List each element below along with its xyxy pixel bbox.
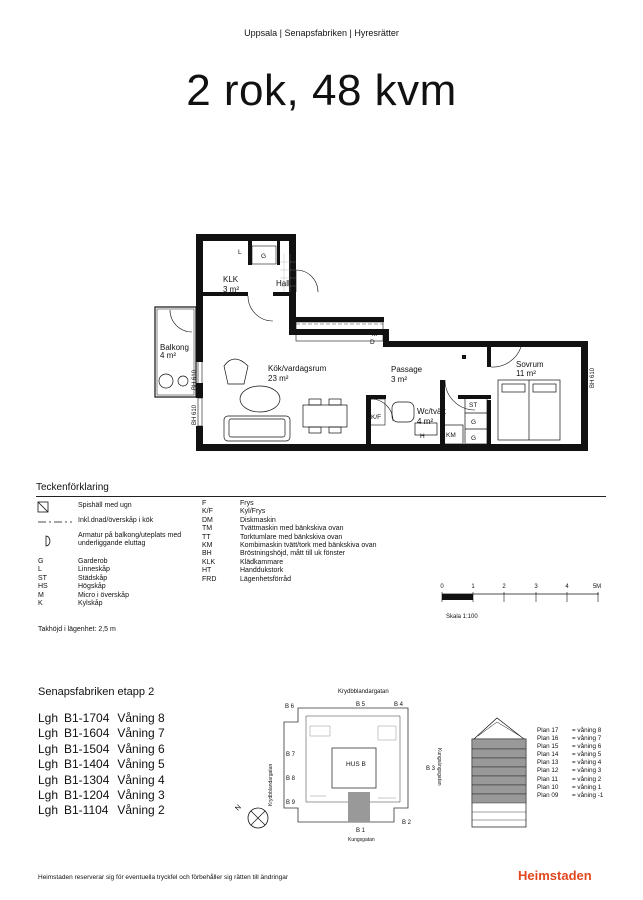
legend-symbol-texts: Spishäll med ugn Inkl.dnad/överskåp i kök Armatur på balkong/uteplats med underliggande eluttag (78, 502, 182, 548)
svg-text:B 3: B 3 (426, 766, 436, 772)
svg-text:2: 2 (502, 584, 506, 590)
apartment-row: Lgh B1-1104 Våning 2 (38, 803, 165, 818)
svg-text:M: M (372, 331, 378, 338)
svg-text:B 4: B 4 (394, 702, 404, 708)
apartment-row: Lgh B1-1604 Våning 7 (38, 726, 165, 741)
room-wc-name: Wc/tvätt (417, 407, 446, 416)
furniture (159, 359, 560, 444)
svg-text:B 6: B 6 (285, 704, 295, 710)
room-sovrum-area: 11 m² (516, 369, 536, 378)
building-section (460, 712, 536, 832)
legend-heading: Teckenförklaring (36, 482, 109, 493)
svg-text:0: 0 (440, 584, 444, 590)
plan-list: Plan 17 = våning 8 Plan 16 = våning 7 Plan 15 = våning 6 Plan 14 = våning 5 Plan 13 = våning 4 Plan 12 = våning 3 Plan 11 = våning 2 Plan 10 = våning 1 Plan 09 = våning -1 (537, 727, 604, 799)
apartment-list (38, 711, 165, 819)
svg-text:G: G (471, 419, 477, 426)
svg-text:Kungsängsgatan: Kungsängsgatan (436, 748, 442, 786)
apartment-row: Lgh B1-1204 Våning 3 (38, 788, 165, 803)
svg-text:BH 610: BH 610 (590, 367, 596, 388)
etapp-heading: Senapsfabriken etapp 2 (38, 686, 155, 698)
site-highlight (348, 792, 370, 822)
svg-text:Krydbblandargatan: Krydbblandargatan (338, 689, 389, 695)
svg-text:4: 4 (565, 584, 569, 590)
room-kok-name: Kök/vardagsrum (268, 364, 327, 373)
north-arrow-icon (234, 804, 268, 828)
svg-text:K/F: K/F (371, 414, 382, 421)
apartment-row: Lgh B1-1504 Våning 6 (38, 741, 165, 756)
ceiling-height: Takhöjd i lägenhet: 2,5 m (38, 626, 116, 633)
room-wc-area: 4 m² (417, 417, 433, 426)
room-balkong-area: 4 m² (160, 351, 176, 360)
svg-text:B 7: B 7 (286, 752, 296, 758)
legend-abbrev-right: F Frys K/F Kyl/Frys DM Diskmaskin TM Tvättmaskin med bänkskiva ovan TT Torktumlare med bänkskiva ovan KM Kombimaskin tvätt/tork med bänkskiva ovan BH Bröstningshöjd, mått till uk fönster KLK Klädkammare HT Handdukstork FRD Lägenhetsförråd (202, 500, 377, 583)
apartment-row: Lgh B1-1304 Våning 4 (38, 772, 165, 787)
svg-text:D: D (370, 339, 375, 346)
svg-text:Krydbblandargatan: Krydbblandargatan (268, 763, 274, 806)
room-klk-area: 3 m² (223, 285, 239, 294)
svg-text:B 2: B 2 (402, 820, 412, 826)
room-sovrum-name: Sovrum (516, 360, 544, 369)
svg-text:G: G (261, 253, 267, 260)
svg-text:G: G (471, 435, 477, 442)
site-plan (228, 686, 448, 846)
svg-text:H: H (420, 433, 425, 440)
svg-text:B 9: B 9 (286, 800, 296, 806)
legend-divider (36, 496, 606, 497)
legend-symbols (36, 500, 76, 560)
svg-text:KM: KM (446, 432, 456, 439)
svg-text:3: 3 (534, 584, 538, 590)
svg-text:B 5: B 5 (356, 702, 366, 708)
svg-text:HUS B: HUS B (346, 761, 366, 768)
room-kok-area: 23 m² (268, 374, 289, 383)
apartment-row: Lgh B1-1704 Våning 8 (38, 711, 165, 725)
svg-text:Kungsgatan: Kungsgatan (348, 837, 375, 843)
room-passage-area: 3 m² (391, 375, 407, 384)
project-subtitle: Uppsala | Senapsfabriken | Hyresrätter (244, 28, 399, 38)
room-hall-name: Hall (276, 279, 290, 288)
scale-label: Skala 1:100 (446, 614, 478, 620)
scale-bar (436, 580, 606, 626)
svg-text:5M: 5M (592, 584, 602, 590)
svg-text:BH 610: BH 610 (192, 404, 198, 425)
svg-text:BH 610: BH 610 (192, 369, 198, 390)
svg-text:1: 1 (471, 584, 475, 590)
svg-text:B 8: B 8 (286, 776, 296, 782)
room-balkong-name: Balkong (160, 343, 189, 352)
svg-text:N: N (234, 803, 243, 813)
page-title: 2 rok, 48 kvm (186, 66, 457, 115)
lamp-icon (46, 536, 50, 546)
legend-abbrev-left: G Garderob L Linneskåp ST Städskåp HS Högskåp M Micro i överskåp K Kylskåp (38, 558, 129, 608)
room-labels (160, 275, 544, 426)
svg-text:L: L (238, 249, 242, 256)
apartment-row: Lgh B1-1404 Våning 5 (38, 757, 165, 772)
svg-text:B 1: B 1 (356, 828, 366, 834)
brand-logo: Heimstaden (518, 868, 592, 883)
svg-text:ST: ST (469, 402, 478, 409)
room-passage-name: Passage (391, 365, 423, 374)
disclaimer: Heimstaden reserverar sig för eventuella tryckfel och förbehåller sig rätten till ändringar (38, 874, 289, 881)
room-klk-name: KLK (223, 275, 239, 284)
